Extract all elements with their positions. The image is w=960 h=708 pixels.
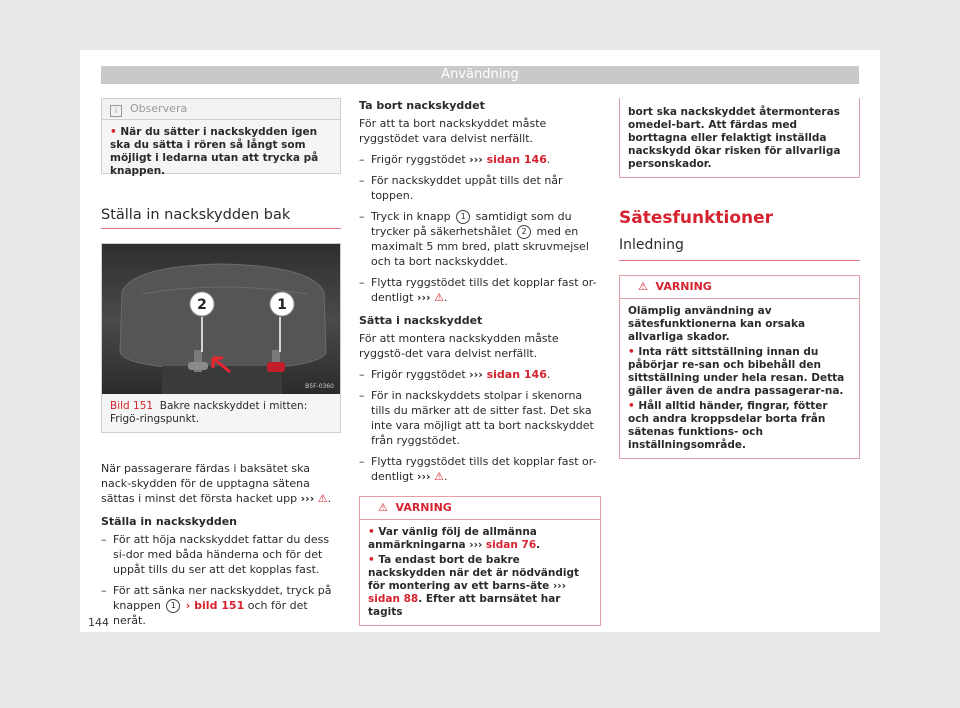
list-item: – Frigör ryggstödet ››› sidan 146.: [359, 368, 551, 381]
figure-151: [101, 243, 341, 433]
subheading-adjust: Ställa in nackskydden: [101, 515, 237, 528]
headrest-illustration: [102, 244, 340, 394]
column-middle: [359, 98, 601, 626]
manual-page: [80, 50, 880, 632]
info-icon: i: [110, 105, 122, 117]
chapter-heading: Sätesfunktioner: [619, 208, 774, 228]
list-item: – För att höja nackskyddet fattar du dess si-dor med båda händerna och för det uppåt tills du ser att det kopplas fast.: [101, 533, 330, 576]
list-item: – Frigör ryggstödet ››› sidan 146.: [359, 153, 551, 166]
warning-header: ⚠ VARNING: [360, 497, 600, 520]
callout-ref-2: 2: [517, 225, 531, 239]
chapter-subheading: Inledning: [619, 236, 860, 261]
warning-text: Olämplig användning av sätesfunktionerna kan orsaka allvarliga skador. • Inta rätt sittställning innan du påbörjar re-san och bibehåll den sittställning under hela resan. Detta gäller även de andra passagerar-na. • Håll alltid händer, fingrar, fötter och andra kroppsdelar borta från sätenas funktions- och inställningsområde.: [620, 299, 859, 458]
link-bild-151[interactable]: › bild 151: [185, 599, 245, 612]
link-sidan-146[interactable]: sidan 146: [482, 368, 547, 381]
list-item: – Flytta ryggstödet tills det kopplar fast or-dentligt ››› ⚠.: [359, 276, 597, 304]
headrest-photo: [102, 244, 340, 394]
page-header: Användning: [101, 66, 859, 84]
paragraph-install: För att montera nackskydden måste ryggstö-det vara delvist nerfällt.: [359, 332, 559, 360]
install-list: [359, 367, 601, 484]
warning-triangle-icon: ⚠: [638, 280, 648, 293]
warning-continued-text: bort ska nackskyddet återmonteras omedel-bart. Att färdas med borttagna eller felaktigt inställda nackskydd ökar risken för allvarliga personskador.: [620, 98, 859, 177]
note-title: Observera: [130, 102, 188, 115]
list-item: – För in nackskyddets stolpar i skenorna tills du märker att de sitter fast. Det ska inte vara möjligt att ta bort nackskyddet från ryggstödet.: [359, 389, 594, 447]
callout-ref-1: 1: [456, 210, 470, 224]
remove-list: [359, 152, 601, 305]
callout-ref-1: 1: [166, 599, 180, 613]
list-item: – För nackskyddet uppåt tills det når toppen.: [359, 174, 563, 202]
note-text: • När du sätter i nackskydden igen ska du sätta i rören så långt som möjligt i ledarna utan att trycka på knappen.: [110, 126, 319, 177]
note-header: [102, 99, 340, 120]
warning-triangle-icon: ⚠: [378, 501, 388, 514]
paragraph-remove: För att ta bort nackskyddet måste ryggstödet vara delvist nerfällt.: [359, 117, 547, 145]
subheading-remove: Ta bort nackskyddet: [359, 99, 485, 112]
list-item: – Flytta ryggstödet tills det kopplar fast or-dentligt ››› ⚠.: [359, 455, 597, 483]
ref-arrows[interactable]: ›››: [300, 492, 315, 505]
column-right: [619, 98, 860, 459]
warning-triangle-icon: ⚠: [317, 492, 328, 505]
warning-box-continued: [619, 98, 860, 178]
figure-code: B5F-0360: [305, 383, 334, 390]
callout-1: 1: [277, 297, 287, 313]
warning-triangle-icon: ⚠: [434, 470, 444, 483]
adjust-list: [101, 532, 341, 628]
note-box: [101, 98, 341, 177]
page-number: 144: [88, 616, 109, 629]
paragraph-intro: När passagerare färdas i baksätet ska nack-skydden för de upptagna sätena sättas i minst det första hacket upp ››› ⚠.: [101, 462, 332, 505]
warning-box: [359, 496, 601, 626]
link-sidan-146[interactable]: sidan 146: [482, 153, 547, 166]
link-sidan-88[interactable]: sidan 88: [368, 593, 419, 605]
list-item: – Tryck in knapp 1 samtidigt som du trycker på säkerhetshålet 2 med en maximalt 5 mm bred, platt skruvmejsel och ta bort nackskyddet.: [359, 210, 589, 268]
link-sidan-76[interactable]: sidan 76: [482, 539, 537, 551]
figure-caption: Bild 151 Bakre nackskyddet i mitten: Frigö-ringspunkt.: [110, 400, 308, 425]
warning-box-seats: [619, 275, 860, 459]
callout-2: 2: [197, 297, 207, 313]
list-item: – För att sänka ner nackskyddet, tryck på knappen 1 › bild 151 och för det neråt.: [101, 584, 332, 627]
section-heading: Ställa in nackskydden bak: [101, 206, 341, 229]
subheading-install: Sätta i nackskyddet: [359, 314, 483, 327]
figure-label: Bild 151: [110, 400, 154, 412]
warning-text: • Var vänlig följ de allmänna anmärkningarna ››› sidan 76. • Ta endast bort de bakre nackskydden när det är nödvändigt för montering av ett barns-äte ››› sidan 88. Efter att barnsätet har tagits: [360, 520, 600, 625]
warning-header: ⚠ VARNING: [620, 276, 859, 299]
warning-triangle-icon: ⚠: [434, 291, 444, 304]
column-left: [101, 98, 341, 634]
bullet-icon: •: [110, 126, 117, 138]
